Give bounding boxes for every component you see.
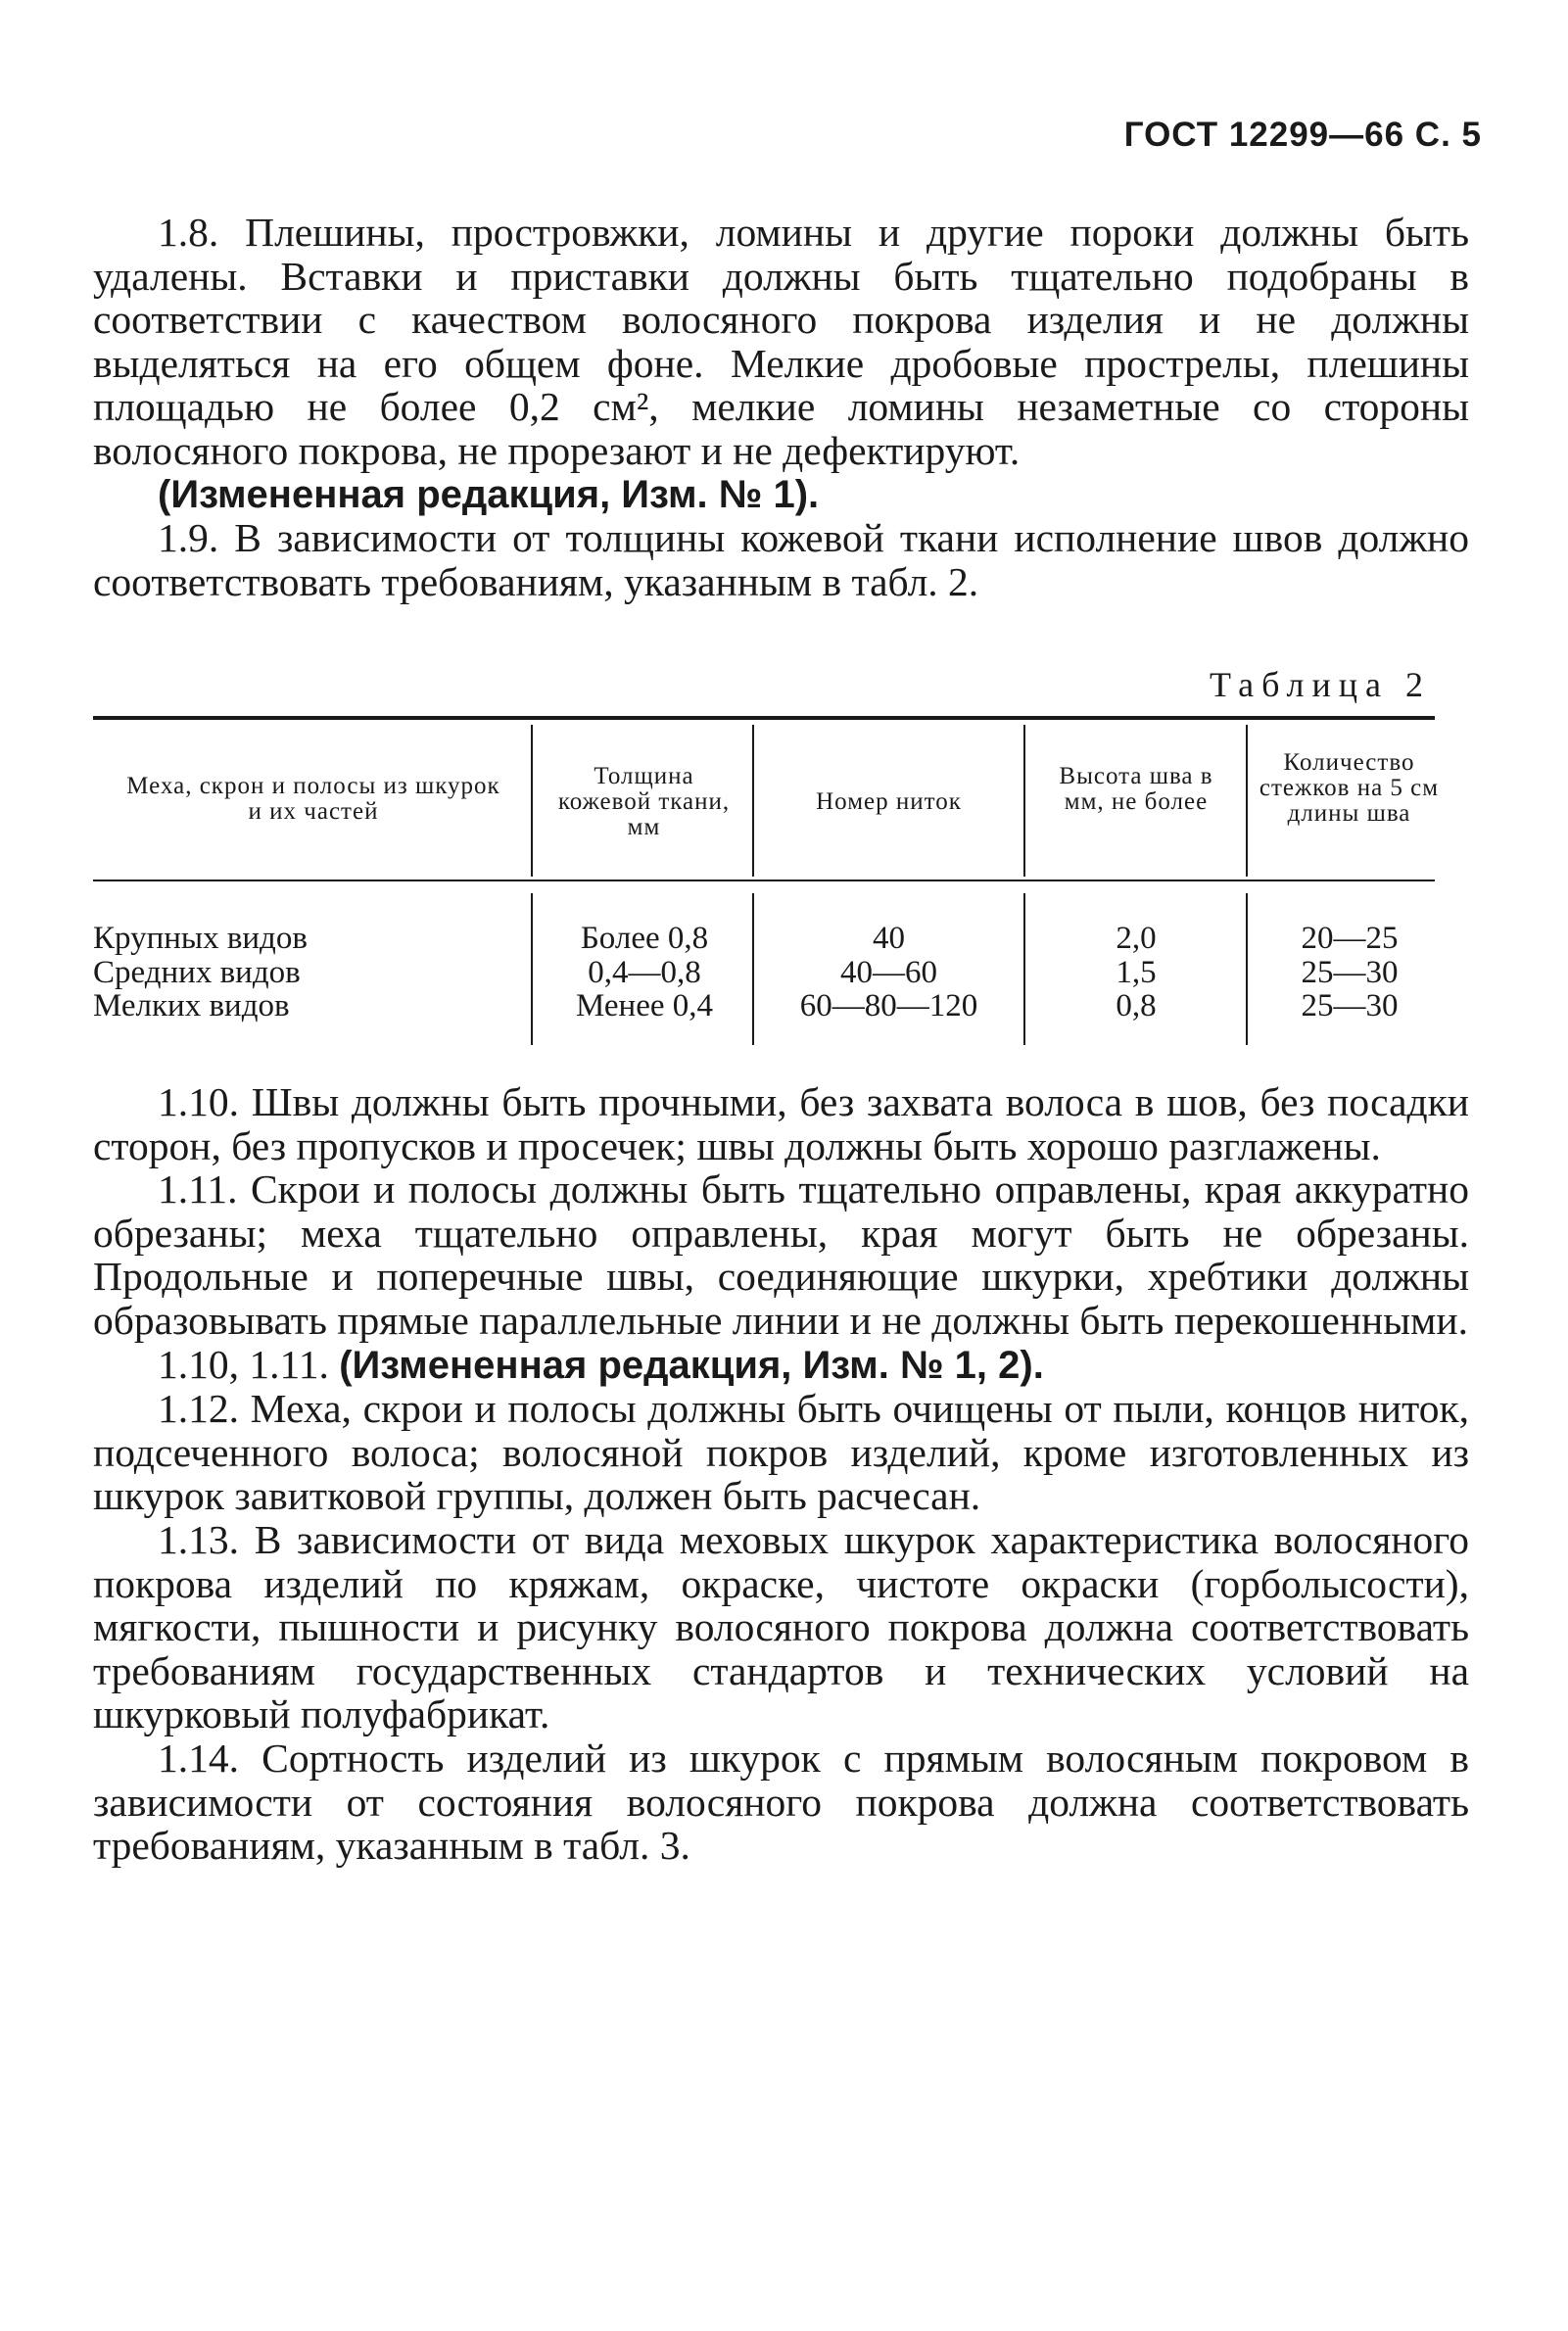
table-divider	[752, 725, 754, 877]
table-cell: 40—60	[840, 954, 937, 990]
table-divider	[1023, 893, 1025, 1045]
table-cell: 20—25	[1301, 921, 1399, 956]
table-column-stitches	[1252, 922, 1448, 1023]
table-divider	[752, 893, 754, 1045]
amendment-text: (Измененная редакция, Изм. № 1, 2).	[339, 1343, 1044, 1387]
table-header-cell: Толщина кожевой ткани, мм	[557, 763, 731, 840]
paragraph-1-9: 1.9. В зависимости от толщины кожевой ткани исполнение швов должно соответствовать требованиям, указанным в табл. 2.	[93, 515, 1469, 604]
paragraph-1-14: 1.14. Сортность изделий из шкурок с прямым волосяным покровом в зависимости от состояния волосяного покрова должна соответствовать требованиям, указанным в табл. 3.	[93, 1735, 1469, 1869]
paragraph-1-10: 1.10. Швы должны быть прочными, без захвата волоса в шов, без посадки сторон, без пропусков и просечек; швы должны быть хорошо разглажены.	[93, 1079, 1469, 1168]
table-cell: Средних видов	[93, 954, 301, 990]
sections-1-10-to-1-14	[93, 1080, 1469, 1868]
paragraph-1-11: 1.11. Скрои и полосы должны быть тщательно оправлены, края аккуратно обрезаны; меха тщательно оправлены, края могут быть не обрезаны. Продольные и поперечные швы, соединяющие шкурки, хребтики должны образовывать прямые параллельные линии и не должны быть перекошенными.	[93, 1166, 1469, 1343]
table-cell: 2,0	[1116, 921, 1157, 956]
table-column-species	[93, 922, 524, 1023]
table-cell: Крупных видов	[93, 921, 308, 956]
table-cell: 40	[873, 921, 905, 956]
table-cell: 25—30	[1301, 988, 1399, 1023]
table-divider	[1246, 893, 1248, 1045]
table-header-cell: Высота шва в мм, не более	[1059, 763, 1213, 815]
table-cell: Более 0,8	[580, 921, 709, 956]
table-header-cell: Меха, скрон и полосы из шкурок и их частей	[126, 773, 500, 825]
table-cell: 0,8	[1116, 988, 1157, 1023]
section-1-8-block	[93, 211, 1469, 603]
table-header-cell: Номер ниток	[816, 788, 962, 815]
table-divider	[1023, 725, 1025, 877]
table-cell: 0,4—0,8	[588, 954, 701, 990]
table-cell: 1,5	[1116, 954, 1157, 990]
amendment-note-1: (Измененная редакция, Изм. № 1).	[158, 472, 820, 516]
paragraph-1-12: 1.12. Меха, скрои и полосы должны быть очищены от пыли, концов ниток, подсеченного волоса; волосяной покров изделий, кроме изготовленных из шкурок завитковой группы, должен быть расчесан.	[93, 1386, 1469, 1519]
table-header-cell: Количество стежков на 5 см длины шва	[1259, 749, 1440, 827]
amendment-note-2	[93, 1343, 1469, 1388]
table-column-thread	[759, 922, 1019, 1023]
table-divider	[531, 893, 533, 1045]
table-column-thickness	[537, 922, 752, 1023]
paragraph-1-13: 1.13. В зависимости от вида меховых шкурок характеристика волосяного покрова изделий по кряжам, окраске, чистоте окраски (горболысости), мягкости, пышности и рисунку волосяного покрова должна соответствовать требованиям государственных стандартов и технических условий на шкурковый полуфабрикат.	[93, 1516, 1469, 1737]
page-header: ГОСТ 12299—66 С. 5	[1123, 116, 1482, 154]
table-column-seam-height	[1028, 922, 1244, 1023]
table-cell: 60—80—120	[799, 988, 978, 1023]
table-divider	[531, 725, 533, 877]
table-top-rule	[93, 716, 1435, 720]
table-cell: 25—30	[1301, 954, 1399, 990]
paragraph-1-8: 1.8. Плешины, простровжки, ломины и другие пороки должны быть удалены. Вставки и приставки должны быть тщательно подобраны в соответствии с качеством волосяного покрова изделия и не должны выделяться на его общем фоне. Мелкие дробовые прострелы, плешины площадью не более 0,2 см², мелкие ломины незаметные со стороны волосяного покрова, не прорезают и не дефектируют.	[93, 210, 1469, 473]
table-divider	[1246, 725, 1248, 877]
table-header-rule	[93, 880, 1435, 881]
table-cell: Менее 0,4	[575, 988, 713, 1023]
table-cell: Мелких видов	[93, 988, 290, 1023]
amendment-ref: 1.10, 1.11.	[158, 1341, 340, 1387]
table-caption: Таблица 2	[1210, 665, 1431, 704]
